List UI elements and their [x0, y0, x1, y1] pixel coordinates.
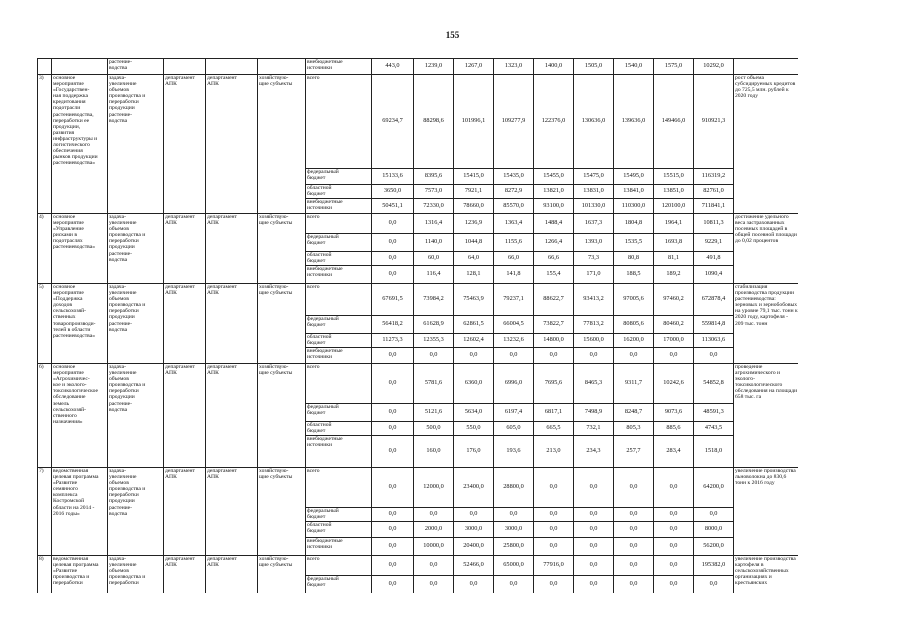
empty-cell — [38, 59, 52, 75]
value-cell: 193,6 — [494, 436, 534, 468]
value-cell: 8395,6 — [414, 169, 454, 185]
value-cell: 0,0 — [654, 576, 694, 594]
value-cell: 116319,2 — [694, 169, 734, 185]
value-cell: 6996,0 — [494, 364, 534, 404]
value-cell: 78660,0 — [454, 199, 494, 214]
source-cell: всего — [306, 556, 372, 576]
value-cell: 1363,4 — [494, 214, 534, 234]
source-cell: всего — [306, 364, 372, 404]
value-cell: 0,0 — [534, 468, 574, 508]
value-cell: 14800,0 — [534, 334, 574, 348]
value-cell: 0,0 — [654, 348, 694, 364]
executor-cell: департамент АПК — [164, 468, 206, 556]
task-cell: задача- увеличение объемов производства и переработки продукции растение- водства — [108, 75, 164, 214]
value-cell: 6817,1 — [534, 404, 574, 422]
value-cell: 3000,0 — [494, 522, 534, 538]
value-cell: 0,0 — [414, 556, 454, 576]
executor-cell: департамент АПК — [164, 214, 206, 284]
value-cell: 9229,1 — [694, 234, 734, 252]
value-cell: 0,0 — [372, 556, 414, 576]
value-cell: 0,0 — [574, 538, 614, 556]
value-cell: 17000,0 — [654, 334, 694, 348]
value-cell: 0,0 — [372, 252, 414, 266]
table-row — [38, 556, 799, 576]
value-cell: 188,5 — [614, 266, 654, 284]
value-cell: 0,0 — [534, 538, 574, 556]
value-cell: 75463,9 — [454, 284, 494, 316]
task-cell: задача- увеличение объемов производства и переработки — [108, 556, 164, 594]
value-cell: 0,0 — [372, 508, 414, 522]
value-cell: 0,0 — [574, 468, 614, 508]
source-cell: областной бюджет — [306, 522, 372, 538]
executor-cell: департамент АПК — [164, 364, 206, 468]
value-cell: 62861,5 — [454, 316, 494, 334]
value-cell: 443,0 — [372, 59, 414, 75]
source-cell: федеральный бюджет — [306, 169, 372, 185]
event-cell: ведомственная целевая программа «Развитие производства и переработки — [52, 556, 108, 594]
value-cell: 139636,0 — [614, 75, 654, 169]
value-cell: 0,0 — [654, 538, 694, 556]
value-cell: 15600,0 — [574, 334, 614, 348]
value-cell: 93100,0 — [534, 199, 574, 214]
value-cell: 12000,0 — [414, 468, 454, 508]
value-cell: 50451,1 — [372, 199, 414, 214]
value-cell: 257,7 — [614, 436, 654, 468]
value-cell: 1505,0 — [574, 59, 614, 75]
result-cell: стабилизация производства продукции растениеводства: зерновых и зернобобовых на уровне 79,1 тыс. тонн к 2020 году, картофеля - 209 тыс. тонн — [734, 284, 799, 364]
value-cell: 885,6 — [654, 422, 694, 436]
value-cell: 0,0 — [654, 556, 694, 576]
value-cell: 7921,1 — [454, 185, 494, 199]
event-cell: основное мероприятие «Государствен- ная поддержка кредитования подотрасли растениеводства, переработки ее продукции, развития инфраструктуры и логистического обеспечения рынков продукции растениеводства» — [52, 75, 108, 214]
value-cell: 101996,1 — [454, 75, 494, 169]
value-cell: 93413,2 — [574, 284, 614, 316]
value-cell: 0,0 — [372, 266, 414, 284]
value-cell: 52466,0 — [454, 556, 494, 576]
value-cell: 0,0 — [614, 556, 654, 576]
value-cell: 15435,0 — [494, 169, 534, 185]
participant-cell: хозяйствую- щие субъекты — [258, 556, 306, 594]
executor-cell: департамент АПК — [164, 284, 206, 364]
value-cell: 8272,9 — [494, 185, 534, 199]
source-cell: областной бюджет — [306, 334, 372, 348]
value-cell: 97005,6 — [614, 284, 654, 316]
participant-cell: хозяйствую- щие субъекты — [258, 214, 306, 284]
table-row — [38, 75, 799, 169]
value-cell: 805,3 — [614, 422, 654, 436]
value-cell: 48591,3 — [694, 404, 734, 422]
value-cell: 0,0 — [574, 576, 614, 594]
result-cell — [734, 59, 799, 75]
value-cell: 80,8 — [614, 252, 654, 266]
value-cell: 0,0 — [372, 422, 414, 436]
value-cell: 88622,7 — [534, 284, 574, 316]
empty-cell — [206, 59, 258, 75]
value-cell: 0,0 — [574, 556, 614, 576]
value-cell: 0,0 — [574, 522, 614, 538]
value-cell: 491,8 — [694, 252, 734, 266]
value-cell: 66,6 — [534, 252, 574, 266]
value-cell: 8000,0 — [694, 522, 734, 538]
value-cell: 3000,0 — [454, 522, 494, 538]
value-cell: 13232,6 — [494, 334, 534, 348]
coexecutor-cell: департамент АПК — [206, 556, 258, 594]
value-cell: 189,2 — [654, 266, 694, 284]
value-cell: 72330,0 — [414, 199, 454, 214]
value-cell: 80805,6 — [614, 316, 654, 334]
value-cell: 10242,6 — [654, 364, 694, 404]
source-cell: областной бюджет — [306, 185, 372, 199]
result-cell: достижение удельного веса застрахованных посевных площадей в общей посевной площади до 0,02 процентов — [734, 214, 799, 284]
source-cell: всего — [306, 284, 372, 316]
value-cell: 1266,4 — [534, 234, 574, 252]
empty-cell — [164, 59, 206, 75]
value-cell: 116,4 — [414, 266, 454, 284]
value-cell: 77813,2 — [574, 316, 614, 334]
value-cell: 5781,6 — [414, 364, 454, 404]
value-cell: 0,0 — [494, 348, 534, 364]
task-cell: задача- увеличение объемов производства и переработки продукции растение- водства — [108, 284, 164, 364]
value-cell: 13821,0 — [534, 185, 574, 199]
value-cell: 0,0 — [414, 576, 454, 594]
value-cell: 1316,4 — [414, 214, 454, 234]
row-number: 8) — [38, 556, 52, 594]
value-cell: 15475,0 — [574, 169, 614, 185]
value-cell: 0,0 — [614, 348, 654, 364]
value-cell: 149466,0 — [654, 75, 694, 169]
value-cell: 1236,9 — [454, 214, 494, 234]
value-cell: 665,5 — [534, 422, 574, 436]
source-cell: всего — [306, 75, 372, 169]
source-cell: внебюджетные источники — [306, 59, 372, 75]
source-cell: областной бюджет — [306, 422, 372, 436]
program-finance-table — [37, 58, 798, 593]
value-cell: 1518,0 — [694, 436, 734, 468]
value-cell: 130636,0 — [574, 75, 614, 169]
value-cell: 171,0 — [574, 266, 614, 284]
participant-cell: хозяйствую- щие субъекты — [258, 468, 306, 556]
value-cell: 1535,5 — [614, 234, 654, 252]
value-cell: 113063,6 — [694, 334, 734, 348]
value-cell: 6360,0 — [454, 364, 494, 404]
value-cell: 60,0 — [414, 252, 454, 266]
value-cell: 10292,0 — [694, 59, 734, 75]
value-cell: 0,0 — [372, 522, 414, 538]
value-cell: 15415,0 — [454, 169, 494, 185]
value-cell: 0,0 — [694, 576, 734, 594]
value-cell: 1488,4 — [534, 214, 574, 234]
value-cell: 73,3 — [574, 252, 614, 266]
value-cell: 0,0 — [454, 576, 494, 594]
result-cell: увеличение производства картофеля в сельскохозяйственных организациях и крестьянских — [734, 556, 799, 594]
table-row — [38, 284, 799, 316]
value-cell: 1575,0 — [654, 59, 694, 75]
value-cell: 0,0 — [654, 468, 694, 508]
value-cell: 672878,4 — [694, 284, 734, 316]
value-cell: 1140,0 — [414, 234, 454, 252]
value-cell: 12602,4 — [454, 334, 494, 348]
value-cell: 80460,2 — [654, 316, 694, 334]
participant-cell: хозяйствую- щие субъекты — [258, 75, 306, 214]
value-cell: 0,0 — [372, 576, 414, 594]
value-cell: 66,0 — [494, 252, 534, 266]
value-cell: 1693,8 — [654, 234, 694, 252]
value-cell: 82761,0 — [694, 185, 734, 199]
value-cell: 0,0 — [534, 508, 574, 522]
source-cell: всего — [306, 214, 372, 234]
executor-cell: департамент АПК — [164, 75, 206, 214]
value-cell: 0,0 — [372, 436, 414, 468]
value-cell: 7573,0 — [414, 185, 454, 199]
value-cell: 1267,0 — [454, 59, 494, 75]
result-cell: проведение агрохимического и эколого- токсикологического обследования на площади 658 тыс. га — [734, 364, 799, 468]
value-cell: 88298,6 — [414, 75, 454, 169]
value-cell: 0,0 — [372, 538, 414, 556]
value-cell: 15515,0 — [654, 169, 694, 185]
value-cell: 101330,0 — [574, 199, 614, 214]
value-cell: 128,1 — [454, 266, 494, 284]
result-cell: увеличение производства льноволокна до 830,6 тонн к 2016 году — [734, 468, 799, 556]
value-cell: 64200,0 — [694, 468, 734, 508]
value-cell: 0,0 — [454, 508, 494, 522]
value-cell: 64,0 — [454, 252, 494, 266]
value-cell: 0,0 — [614, 508, 654, 522]
value-cell: 559814,8 — [694, 316, 734, 334]
value-cell: 0,0 — [654, 508, 694, 522]
value-cell: 16200,0 — [614, 334, 654, 348]
value-cell: 0,0 — [614, 538, 654, 556]
value-cell: 234,3 — [574, 436, 614, 468]
value-cell: 85570,0 — [494, 199, 534, 214]
empty-cell — [258, 59, 306, 75]
value-cell: 13851,0 — [654, 185, 694, 199]
row-number: 3) — [38, 75, 52, 214]
value-cell: 0,0 — [614, 576, 654, 594]
value-cell: 69234,7 — [372, 75, 414, 169]
source-cell: внебюджетные источники — [306, 266, 372, 284]
value-cell: 0,0 — [372, 404, 414, 422]
value-cell: 0,0 — [372, 468, 414, 508]
value-cell: 7695,6 — [534, 364, 574, 404]
value-cell: 176,0 — [454, 436, 494, 468]
value-cell: 0,0 — [574, 508, 614, 522]
value-cell: 910921,3 — [694, 75, 734, 169]
value-cell: 1400,0 — [534, 59, 574, 75]
source-cell: федеральный бюджет — [306, 576, 372, 594]
participant-cell: хозяйствую- щие субъекты — [258, 364, 306, 468]
finance-table — [37, 58, 798, 593]
value-cell: 110300,0 — [614, 199, 654, 214]
value-cell: 0,0 — [372, 348, 414, 364]
value-cell: 0,0 — [372, 214, 414, 234]
value-cell: 10811,3 — [694, 214, 734, 234]
value-cell: 711841,1 — [694, 199, 734, 214]
source-cell: федеральный бюджет — [306, 234, 372, 252]
value-cell: 160,0 — [414, 436, 454, 468]
value-cell: 73984,2 — [414, 284, 454, 316]
value-cell: 0,0 — [414, 348, 454, 364]
row-number: 7) — [38, 468, 52, 556]
value-cell: 4743,5 — [694, 422, 734, 436]
value-cell: 15495,0 — [614, 169, 654, 185]
value-cell: 13831,0 — [574, 185, 614, 199]
page-number: 155 — [445, 30, 460, 40]
value-cell: 0,0 — [694, 348, 734, 364]
value-cell: 122376,0 — [534, 75, 574, 169]
value-cell: 56418,2 — [372, 316, 414, 334]
value-cell: 23400,0 — [454, 468, 494, 508]
source-cell: всего — [306, 468, 372, 508]
value-cell: 1964,1 — [654, 214, 694, 234]
value-cell: 732,1 — [574, 422, 614, 436]
value-cell: 283,4 — [654, 436, 694, 468]
value-cell: 195382,0 — [694, 556, 734, 576]
participant-cell: хозяйствую- щие субъекты — [258, 284, 306, 364]
value-cell: 1637,3 — [574, 214, 614, 234]
value-cell: 97460,2 — [654, 284, 694, 316]
value-cell: 2000,0 — [414, 522, 454, 538]
value-cell: 77916,0 — [534, 556, 574, 576]
value-cell: 1155,6 — [494, 234, 534, 252]
source-cell: федеральный бюджет — [306, 316, 372, 334]
value-cell: 1044,8 — [454, 234, 494, 252]
source-cell: внебюджетные источники — [306, 348, 372, 364]
value-cell: 10000,0 — [414, 538, 454, 556]
task-cell: задача- увеличение объемов производства и переработки продукции растение- водства — [108, 214, 164, 284]
empty-cell — [52, 59, 108, 75]
value-cell: 500,0 — [414, 422, 454, 436]
value-cell: 550,0 — [454, 422, 494, 436]
value-cell: 28800,0 — [494, 468, 534, 508]
value-cell: 120100,0 — [654, 199, 694, 214]
value-cell: 54852,8 — [694, 364, 734, 404]
value-cell: 61628,9 — [414, 316, 454, 334]
value-cell: 0,0 — [654, 522, 694, 538]
source-cell: внебюджетные источники — [306, 436, 372, 468]
value-cell: 9073,6 — [654, 404, 694, 422]
value-cell: 12355,3 — [414, 334, 454, 348]
value-cell: 15455,0 — [534, 169, 574, 185]
value-cell: 0,0 — [534, 522, 574, 538]
value-cell: 0,0 — [534, 576, 574, 594]
row-number: 5) — [38, 284, 52, 364]
source-cell: федеральный бюджет — [306, 508, 372, 522]
value-cell: 1540,0 — [614, 59, 654, 75]
value-cell: 5121,6 — [414, 404, 454, 422]
value-cell: 0,0 — [614, 522, 654, 538]
source-cell: внебюджетные источники — [306, 199, 372, 214]
value-cell: 0,0 — [534, 348, 574, 364]
value-cell: 9311,7 — [614, 364, 654, 404]
coexecutor-cell: департамент АПК — [206, 75, 258, 214]
value-cell: 0,0 — [574, 348, 614, 364]
value-cell: 155,4 — [534, 266, 574, 284]
value-cell: 0,0 — [372, 234, 414, 252]
value-cell: 79237,1 — [494, 284, 534, 316]
value-cell: 3650,0 — [372, 185, 414, 199]
value-cell: 141,8 — [494, 266, 534, 284]
value-cell: 1804,8 — [614, 214, 654, 234]
row-number: 6) — [38, 364, 52, 468]
event-cell: основное мероприятие «Управление рисками в подотраслях растениеводства» — [52, 214, 108, 284]
source-cell: федеральный бюджет — [306, 404, 372, 422]
value-cell: 1239,0 — [414, 59, 454, 75]
event-cell: основное мероприятие «Агрохимичес- кое и эколого- токсикологическое обследование земель сельскохозяй- ственного назначения» — [52, 364, 108, 468]
value-cell: 13841,0 — [614, 185, 654, 199]
value-cell: 8465,3 — [574, 364, 614, 404]
value-cell: 7498,9 — [574, 404, 614, 422]
value-cell: 0,0 — [694, 508, 734, 522]
value-cell: 8248,7 — [614, 404, 654, 422]
task-cell: растение- водства — [108, 59, 164, 75]
value-cell: 213,0 — [534, 436, 574, 468]
value-cell: 0,0 — [372, 364, 414, 404]
table-row — [38, 468, 799, 508]
value-cell: 20400,0 — [454, 538, 494, 556]
task-cell: задача- увеличение объемов производства и переработки продукции растение- водства — [108, 468, 164, 556]
value-cell: 1323,0 — [494, 59, 534, 75]
table-row — [38, 214, 799, 234]
value-cell: 0,0 — [494, 576, 534, 594]
coexecutor-cell: департамент АПК — [206, 468, 258, 556]
value-cell: 0,0 — [614, 468, 654, 508]
value-cell: 605,0 — [494, 422, 534, 436]
value-cell: 66004,5 — [494, 316, 534, 334]
coexecutor-cell: департамент АПК — [206, 284, 258, 364]
value-cell: 25800,0 — [494, 538, 534, 556]
value-cell: 0,0 — [454, 348, 494, 364]
continuation-row — [38, 59, 799, 75]
value-cell: 1090,4 — [694, 266, 734, 284]
value-cell: 67691,5 — [372, 284, 414, 316]
value-cell: 6197,4 — [494, 404, 534, 422]
value-cell: 73822,7 — [534, 316, 574, 334]
task-cell: задача- увеличение объемов производства и переработки продукции растение- водства — [108, 364, 164, 468]
source-cell: внебюджетные источники — [306, 538, 372, 556]
value-cell: 81,1 — [654, 252, 694, 266]
value-cell: 0,0 — [414, 508, 454, 522]
coexecutor-cell: департамент АПК — [206, 214, 258, 284]
event-cell: основное мероприятие «Поддержка доходов сельскохозяй- ственных товаропроизводи- телей в области растениеводства» — [52, 284, 108, 364]
value-cell: 109277,9 — [494, 75, 534, 169]
row-number: 4) — [38, 214, 52, 284]
value-cell: 0,0 — [494, 508, 534, 522]
value-cell: 5634,0 — [454, 404, 494, 422]
source-cell: областной бюджет — [306, 252, 372, 266]
value-cell: 11273,3 — [372, 334, 414, 348]
event-cell: ведомственная целевая программа «Развитие семянного комплекса Костромской области на 2014 - 2016 годы» — [52, 468, 108, 556]
result-cell: рост объема субсидируемых кредитов до 725,5 млн. рублей к 2020 году — [734, 75, 799, 214]
value-cell: 1393,0 — [574, 234, 614, 252]
value-cell: 65000,0 — [494, 556, 534, 576]
executor-cell: департамент АПК — [164, 556, 206, 594]
value-cell: 56200,0 — [694, 538, 734, 556]
table-row — [38, 364, 799, 404]
value-cell: 15133,6 — [372, 169, 414, 185]
coexecutor-cell: департамент АПК — [206, 364, 258, 468]
